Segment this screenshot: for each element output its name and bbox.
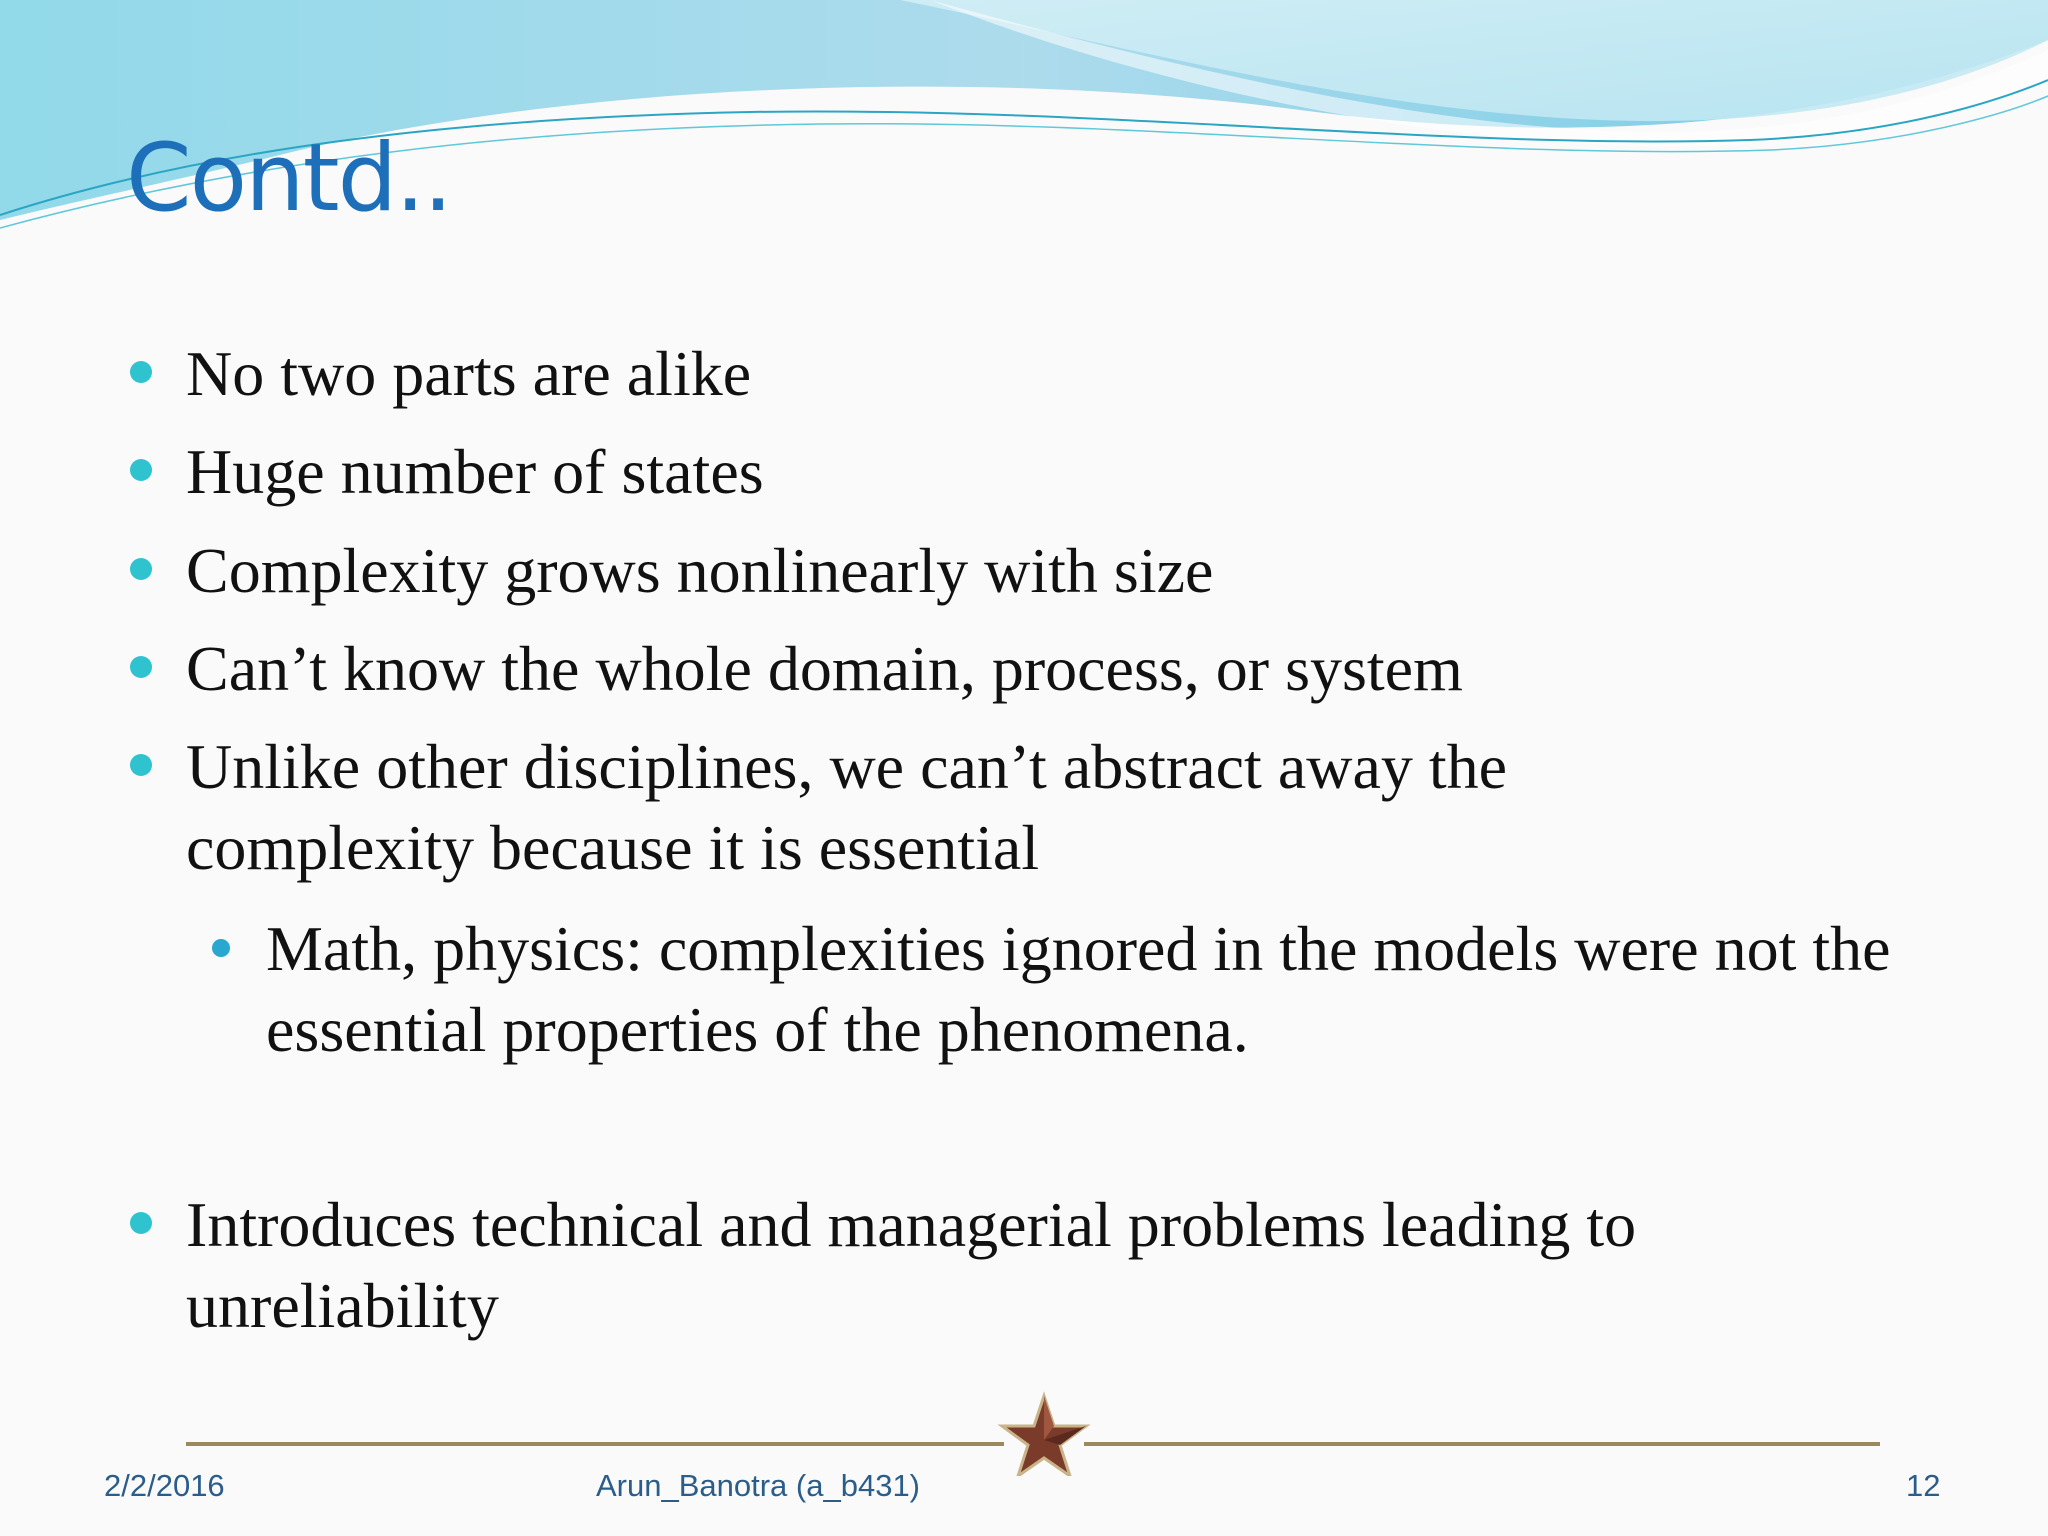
slide-title: Contd.. [126,124,452,233]
bullet-marker-icon [130,459,152,481]
bullet-marker-icon [130,361,152,383]
footer-date: 2/2/2016 [104,1468,225,1503]
bullet-marker-icon [130,754,152,776]
bullet-item [186,530,1946,611]
bullet-marker-icon [130,558,152,580]
bullet-text: Introduces technical and managerial problems leading to unreliability [186,1189,1637,1341]
slide-number: 12 [1906,1468,1941,1503]
star-icon [1002,1396,1086,1476]
bullet-text: Can’t know the whole domain, process, or system [186,633,1463,704]
bullet-item [186,726,1786,888]
bullet-text: Complexity grows nonlinearly with size [186,535,1214,606]
bullet-marker-icon [130,1212,152,1234]
sub-bullet-marker-icon [212,939,230,957]
footer-divider [186,1386,1880,1476]
bullet-item [186,628,1946,709]
sub-bullet-text: Math, physics: complexities ignored in the models were not the essential properties of the phenomena. [266,913,1891,1065]
bullet-marker-icon [130,656,152,678]
bullet-item [186,1184,1886,1346]
bullet-item [186,431,1946,512]
bullet-text: No two parts are alike [186,338,752,409]
footer-author: Arun_Banotra (a_b431) [596,1468,921,1503]
bullet-item [186,333,1946,414]
bullet-text: Huge number of states [186,436,764,507]
sub-bullet-item [266,908,1986,1070]
bullet-text: Unlike other disciplines, we can’t abstract away the complexity because it is essential [186,731,1508,883]
